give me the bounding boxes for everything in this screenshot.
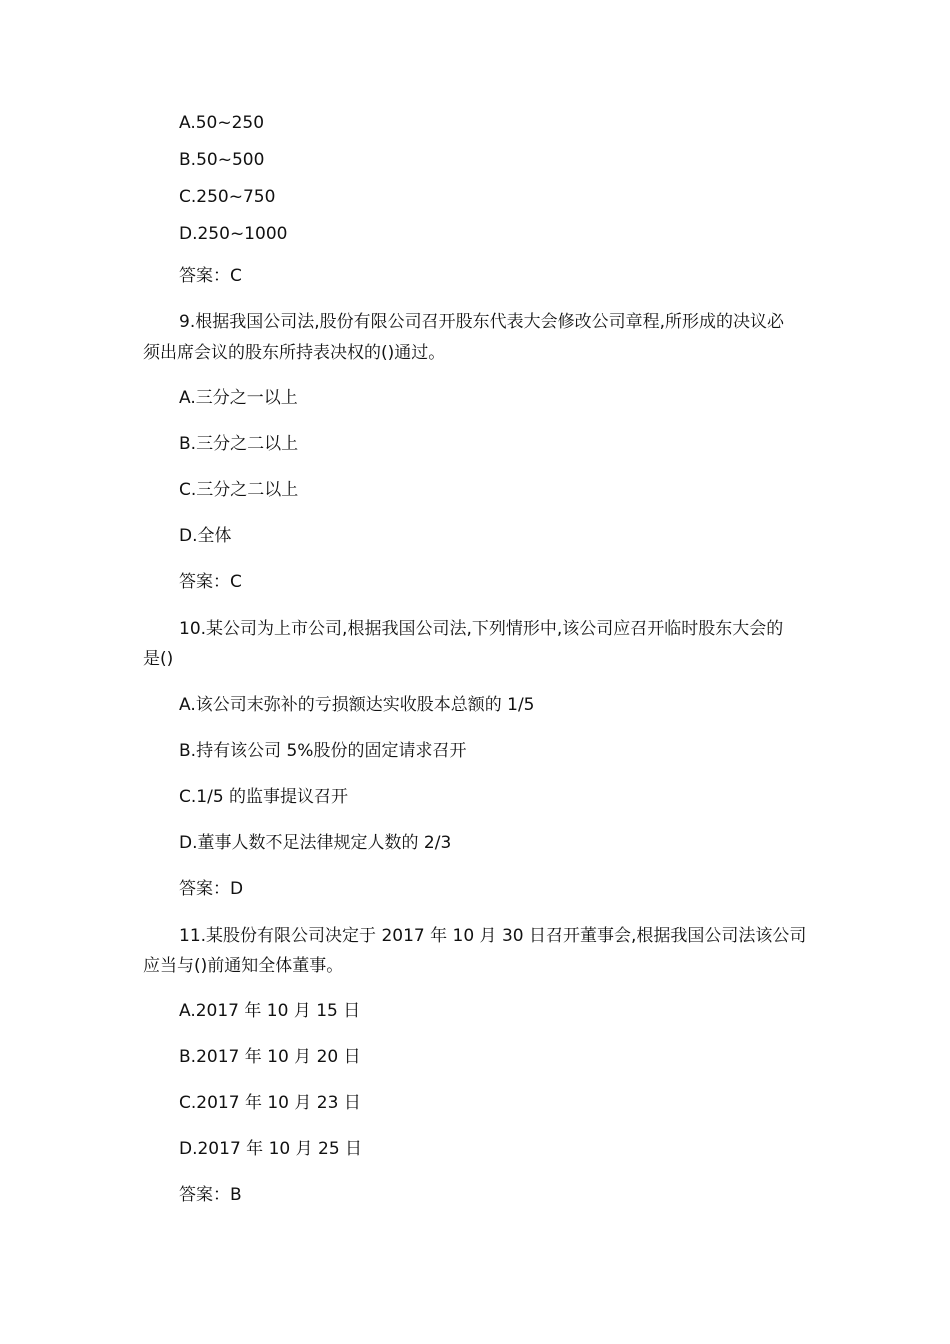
prev-answer: 答案：C [179,266,242,286]
q9-option-b: B.三分之二以上 [179,434,299,454]
prev-option-a: A.50~250 [179,113,265,133]
q11-stem-line1: 11.某股份有限公司决定于 2017 年 10 月 30 日召开董事会,根据我国公司法该公司 [179,926,807,946]
prev-option-c: C.250~750 [179,187,276,207]
q10-option-c: C.1/5 的监事提议召开 [179,787,349,807]
q9-stem-line1: 9.根据我国公司法,股份有限公司召开股东代表大会修改公司章程,所形成的决议必 [179,312,785,332]
q9-option-c: C.三分之二以上 [179,480,299,500]
q9-option-a: A.三分之一以上 [179,388,298,408]
q11-option-c: C.2017 年 10 月 23 日 [179,1093,361,1113]
q10-stem-line1: 10.某公司为上市公司,根据我国公司法,下列情形中,该公司应召开临时股东大会的 [179,619,784,639]
q10-option-d: D.董事人数不足法律规定人数的 2/3 [179,833,452,853]
q9-stem-line2: 须出席会议的股东所持表决权的()通过。 [143,343,446,363]
q9-answer: 答案：C [179,572,242,592]
q11-stem-line2: 应当与()前通知全体董事。 [143,956,344,976]
prev-option-b: B.50~500 [179,150,265,170]
q11-option-d: D.2017 年 10 月 25 日 [179,1139,363,1159]
q10-stem-line2: 是() [143,649,174,669]
q11-option-a: A.2017 年 10 月 15 日 [179,1001,361,1021]
q9-option-d: D.全体 [179,526,232,546]
q10-answer: 答案：D [179,879,244,899]
q10-option-b: B.持有该公司 5%股份的固定请求召开 [179,741,467,761]
q11-option-b: B.2017 年 10 月 20 日 [179,1047,361,1067]
q10-option-a: A.该公司末弥补的亏损额达实收股本总额的 1/5 [179,695,535,715]
prev-option-d: D.250~1000 [179,224,288,244]
q11-answer: 答案：B [179,1185,242,1205]
